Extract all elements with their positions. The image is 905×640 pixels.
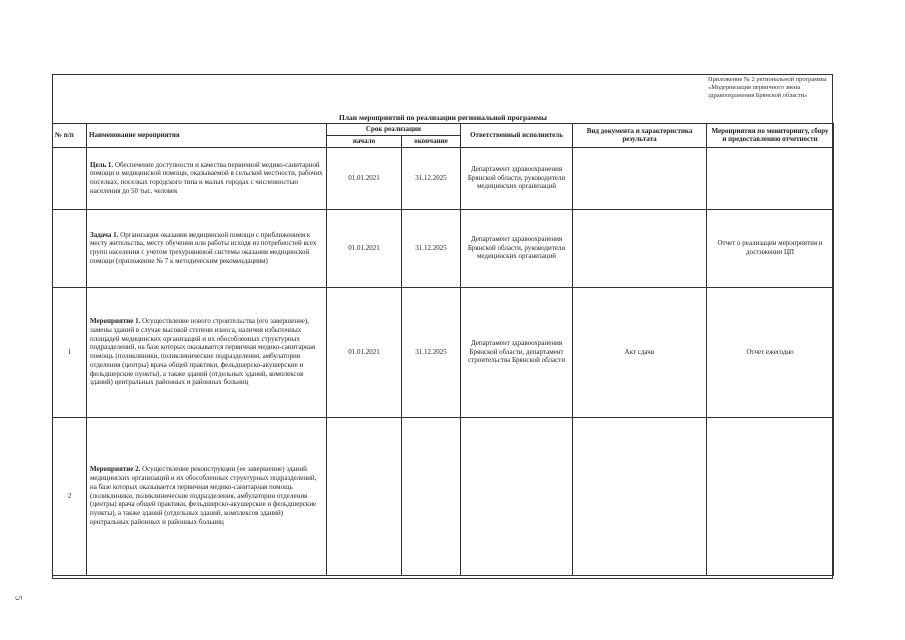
row-name-text: Осуществление реконструкции (ее завершение) зданий медицинских организаций и их обособленных структурных подразделений, на базе которых оказывается первичная медико-санитарная помощь (поликлиники, поликлинические подразделения, амбулатории отделения (центры) врача общей практики, фельдшерско-акушерские и фельдшерские пункты), а также зданий (отдельных зданий, комплексов зданий) центральных районных и районных больниц bbox=[90, 465, 317, 526]
row-start: 01.01.2021 bbox=[327, 209, 402, 287]
row-monitoring: Отчет ежегодно bbox=[707, 287, 834, 417]
row-lead: Мероприятие 2. bbox=[90, 465, 141, 474]
row-start: 01.01.2021 bbox=[327, 287, 402, 417]
row-name bbox=[87, 287, 327, 417]
table-row bbox=[53, 147, 834, 209]
row-lead: Мероприятие 1. bbox=[90, 317, 141, 325]
row-monitoring bbox=[707, 147, 834, 209]
row-monitoring bbox=[707, 417, 834, 575]
row-name-text: Обеспечение доступности и качества первичной медико-санитарной помощи и медицинской помощи, оказываемой в сельской местности, рабочих поселках, поселках городского типа и малых городах с численностью населения до 50 тыс. человек bbox=[90, 160, 323, 195]
col-header-monitoring: Мероприятия по мониторингу, сбору и предоставлению отчетности bbox=[707, 124, 834, 148]
table-row bbox=[53, 287, 834, 417]
col-header-document: Вид документа и характеристика результата bbox=[573, 124, 707, 148]
row-document bbox=[573, 147, 707, 209]
row-start bbox=[327, 417, 402, 575]
col-header-start: начало bbox=[327, 135, 402, 147]
col-header-responsible: Ответственный исполнитель bbox=[461, 124, 573, 148]
row-num: 1 bbox=[53, 287, 87, 417]
row-document: Акт сдачи bbox=[573, 287, 707, 417]
row-responsible: Департамент здравоохранения Брянской области, департамент строительства Брянской области bbox=[461, 287, 573, 417]
col-header-name: Наименование мероприятия bbox=[87, 124, 327, 148]
row-name bbox=[87, 417, 327, 575]
row-lead: Задача 1. bbox=[90, 230, 119, 239]
col-header-end: окончание bbox=[402, 135, 461, 147]
appendix-note: Приложение № 2 региональной программы «Модернизация первичного звена здравоохранения Брянской области» bbox=[708, 76, 827, 100]
row-lead: Цель 1. bbox=[90, 160, 114, 169]
row-num bbox=[53, 147, 87, 209]
row-end: 31.12.2025 bbox=[402, 147, 461, 209]
col-header-period: Срок реализации bbox=[327, 124, 461, 136]
row-end bbox=[402, 417, 461, 575]
page-number: 5 bbox=[13, 595, 24, 601]
row-monitoring: Отчет о реализации мероприятия и достижении ЦП bbox=[707, 209, 834, 287]
plan-table bbox=[52, 123, 834, 576]
row-responsible bbox=[461, 417, 573, 575]
col-header-num: № п/п bbox=[53, 124, 87, 148]
row-num bbox=[53, 209, 87, 287]
row-name bbox=[87, 209, 327, 287]
row-end: 31.12.2025 bbox=[402, 209, 461, 287]
row-num: 2 bbox=[53, 417, 87, 575]
row-name-text: Организация оказания медицинской помощи с приближением к месту жительства, месту обучения или работы исходя из потребностей всех групп населения с учетом трехуровневой системы оказания медицинской помощи (приложение № 7 к методическим рекомендациям) bbox=[90, 230, 317, 265]
row-responsible: Департамент здравоохранения Брянской области, руководители медицинских организаций bbox=[461, 147, 573, 209]
table-row bbox=[53, 209, 834, 287]
row-start: 01.01.2021 bbox=[327, 147, 402, 209]
row-name bbox=[87, 147, 327, 209]
row-document bbox=[573, 209, 707, 287]
row-name-text: Осуществление нового строительства (его завершение), замены зданий в случае высокой степени износа, наличия избыточных площадей медицинских организаций и их обособленных структурных подразделений, на базе которых оказывается первичная медико-санитарная помощь (поликлиники, поликлинические подразделения, амбулатории отделения (центры) врача общей практики, фельдшерско-акушерские и фельдшерские пункты), а также зданий (отдельных зданий, комплексов зданий) центральных районных и районных больниц bbox=[90, 317, 316, 387]
table-row bbox=[53, 417, 834, 575]
row-document bbox=[573, 417, 707, 575]
row-responsible: Департамент здравоохранения Брянской области, руководители медицинских организаций bbox=[461, 209, 573, 287]
row-end: 31.12.2025 bbox=[402, 287, 461, 417]
plan-title: План мероприятий по реализации региональной программы bbox=[338, 113, 547, 122]
